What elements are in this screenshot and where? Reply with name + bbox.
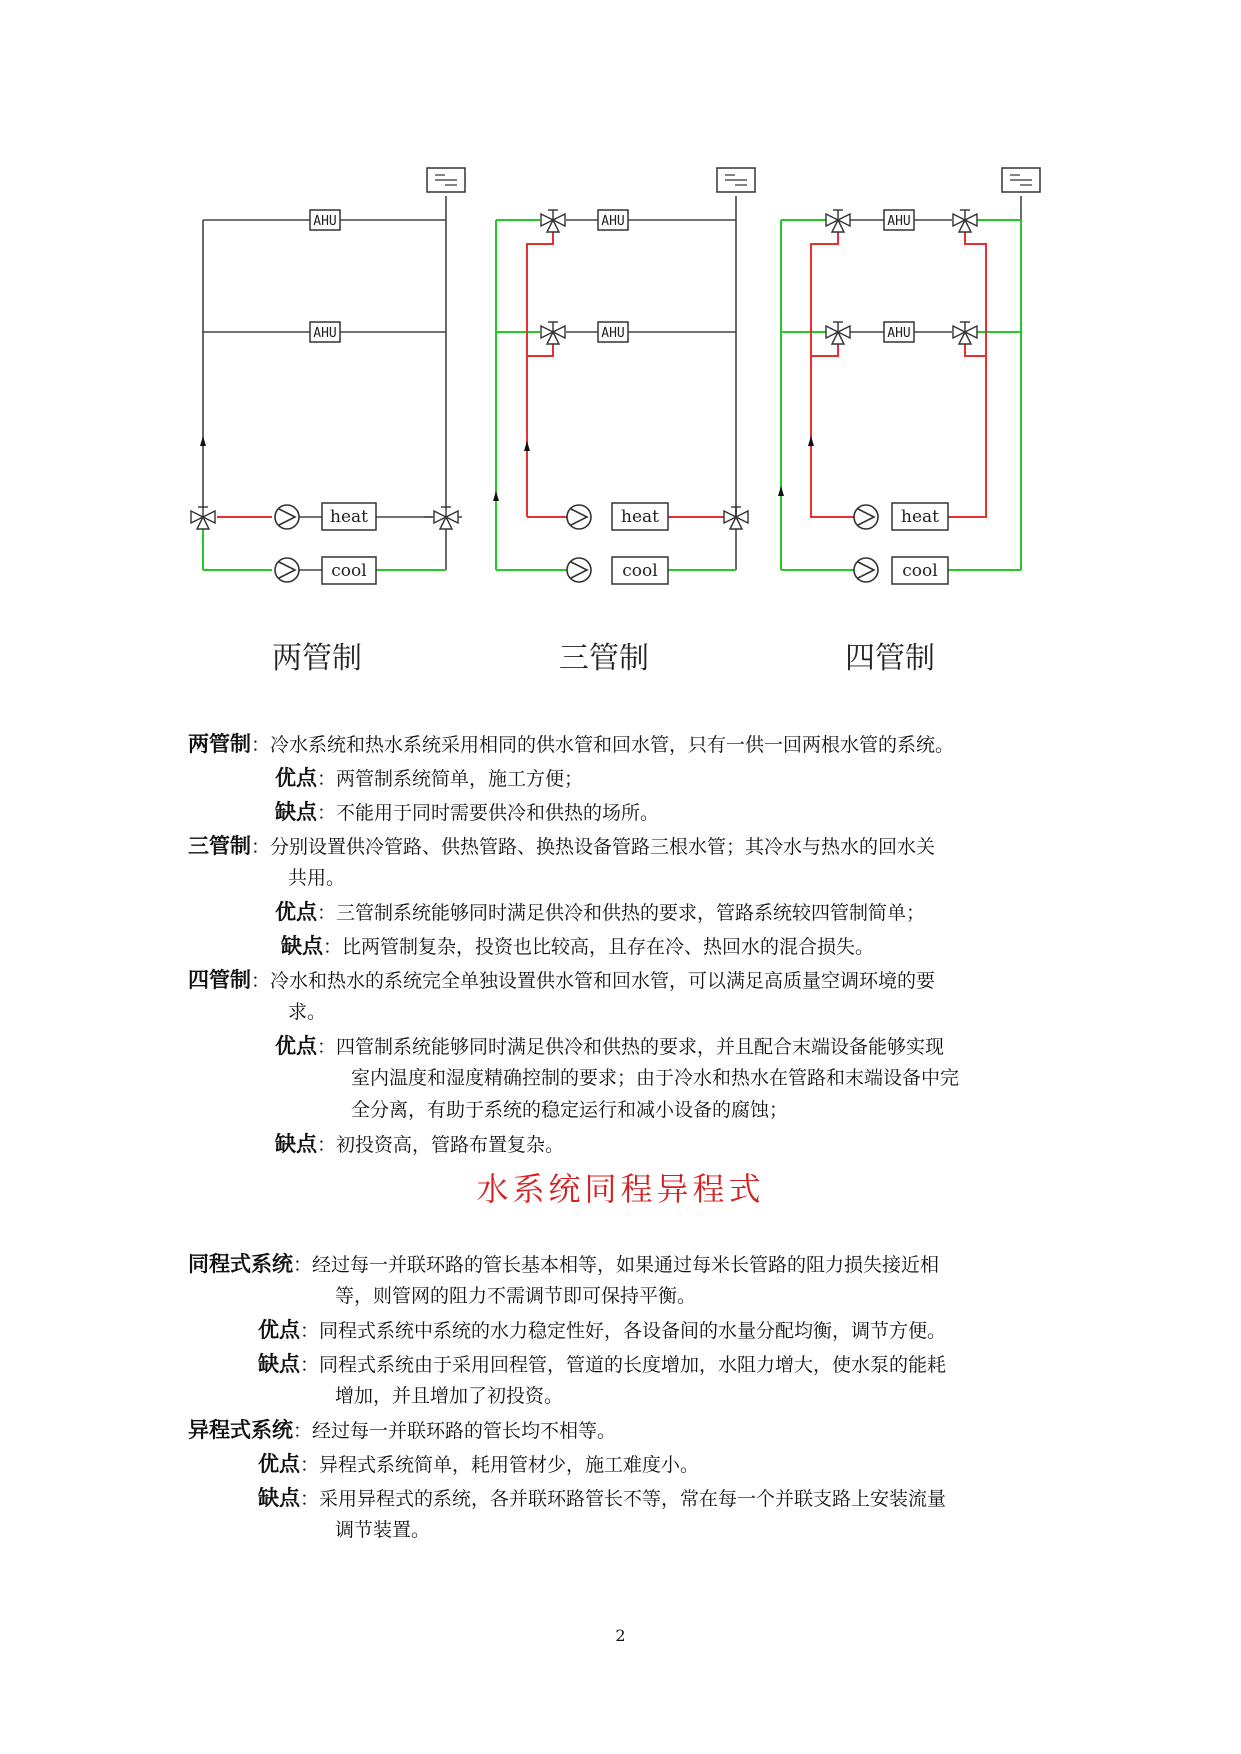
system-label: 三管制	[559, 641, 649, 676]
svg-text:AHU: AHU	[601, 214, 625, 229]
heat-box	[322, 503, 376, 530]
pump-icon	[567, 558, 591, 582]
svg-text:AHU: AHU	[887, 326, 911, 341]
three-way-valve-icon	[541, 210, 565, 232]
three-way-valve-icon	[826, 322, 850, 344]
three-way-valve-icon	[434, 507, 458, 529]
system-label: 四管制	[845, 641, 935, 676]
direct-return-definition: 同程式系统：经过每一并联环路的管长基本相等，如果通过每米长管路的阻力损失接近相	[188, 1252, 940, 1276]
svg-text:cool: cool	[622, 561, 658, 581]
system-label: 两管制	[272, 641, 362, 676]
page-number: 2	[615, 1626, 626, 1645]
ahu-box	[598, 210, 628, 230]
pump-icon	[854, 558, 878, 582]
svg-text:cool: cool	[902, 561, 938, 581]
heat-box	[612, 503, 668, 530]
direct-return-definition-cont: 等，则管网的阻力不需调节即可保持平衡。	[335, 1285, 697, 1307]
svg-text:heat: heat	[621, 507, 659, 527]
four-pipe-definition-cont: 求。	[288, 1001, 327, 1023]
ahu-box	[884, 322, 914, 342]
controller-icon	[1002, 168, 1040, 192]
two-pipe-pros: 优点：两管制系统简单，施工方便；	[275, 766, 584, 790]
direct-return-pros: 优点：同程式系统中系统的水力稳定性好，各设备间的水量分配均衡，调节方便。	[258, 1318, 947, 1342]
pump-icon	[275, 558, 299, 582]
svg-text:AHU: AHU	[601, 326, 625, 341]
ahu-box	[310, 210, 340, 230]
flow-arrow-icon	[200, 436, 206, 446]
flow-arrow-icon	[808, 436, 814, 446]
two-pipe-definition: 两管制：冷水系统和热水系统采用相同的供水管和回水管，只有一供一回两根水管的系统。	[188, 732, 955, 756]
four-pipe-diagram	[778, 168, 1040, 676]
controller-icon	[717, 168, 755, 192]
three-pipe-definition: 三管制：分别设置供冷管路、供热管路、换热设备管路三根水管；其冷水与热水的回水关	[188, 834, 936, 858]
pump-icon	[567, 505, 591, 529]
three-way-valve-icon	[541, 322, 565, 344]
three-way-valve-icon	[826, 210, 850, 232]
pump-icon	[275, 505, 299, 529]
svg-text:heat: heat	[330, 507, 368, 527]
pump-icon	[854, 505, 878, 529]
three-way-valve-icon	[953, 322, 977, 344]
reverse-return-cons-cont: 调节装置。	[335, 1519, 431, 1541]
two-pipe-cons: 缺点：不能用于同时需要供冷和供热的场所。	[275, 800, 660, 824]
svg-text:AHU: AHU	[313, 214, 337, 229]
ahu-box	[310, 322, 340, 342]
svg-text:heat: heat	[901, 507, 939, 527]
cool-box	[322, 557, 376, 584]
four-pipe-pros-cont: 室内温度和湿度精确控制的要求；由于冷水和热水在管路和末端设备中完	[351, 1067, 960, 1089]
heat-box	[892, 503, 948, 530]
three-way-valve-icon	[191, 507, 215, 529]
reverse-return-cons: 缺点：采用异程式的系统，各并联环路管长不等，常在每一个并联支路上安装流量	[258, 1486, 947, 1510]
ahu-box	[598, 322, 628, 342]
section-title: 水系统同程异程式	[476, 1170, 765, 1208]
three-way-valve-icon	[953, 210, 977, 232]
controller-icon	[427, 168, 465, 192]
hvac-pipe-systems-diagram	[0, 0, 1241, 700]
flow-arrow-icon	[778, 486, 784, 496]
description: 冷水系统和热水系统采用相同的供水管和回水管，只有一供一回两根水管的系统。	[270, 734, 955, 756]
three-pipe-cons: 缺点：比两管制复杂，投资也比较高，且存在冷、热回水的混合损失。	[281, 934, 875, 958]
three-pipe-pros: 优点：三管制系统能够同时满足供冷和供热的要求，管路系统较四管制简单；	[275, 900, 926, 924]
flow-arrow-icon	[493, 491, 499, 501]
four-pipe-pros-cont: 全分离，有助于系统的稳定运行和减小设备的腐蚀；	[351, 1099, 789, 1121]
svg-text:AHU: AHU	[313, 326, 337, 341]
three-way-valve-icon	[724, 507, 748, 529]
cool-box	[892, 557, 948, 584]
svg-text:cool: cool	[331, 561, 367, 581]
direct-return-cons-cont: 增加，并且增加了初投资。	[335, 1385, 564, 1407]
cool-box	[612, 557, 668, 584]
ahu-box	[884, 210, 914, 230]
four-pipe-definition: 四管制：冷水和热水的系统完全单独设置供水管和回水管，可以满足高质量空调环境的要	[188, 968, 936, 992]
svg-text:AHU: AHU	[887, 214, 911, 229]
flow-arrow-icon	[524, 441, 530, 451]
direct-return-cons: 缺点：同程式系统由于采用回程管，管道的长度增加，水阻力增大，使水泵的能耗	[258, 1352, 947, 1376]
four-pipe-pros: 优点：四管制系统能够同时满足供冷和供热的要求，并且配合末端设备能够实现	[275, 1034, 945, 1058]
four-pipe-cons: 缺点：初投资高，管路布置复杂。	[275, 1132, 565, 1156]
reverse-return-definition: 异程式系统：经过每一并联环路的管长均不相等。	[188, 1418, 617, 1442]
term: 两管制	[188, 732, 251, 756]
reverse-return-pros: 优点：异程式系统简单，耗用管材少，施工难度小。	[258, 1452, 700, 1476]
three-pipe-diagram	[493, 168, 755, 676]
three-pipe-definition-cont: 共用。	[288, 867, 346, 889]
two-pipe-diagram	[191, 168, 465, 676]
